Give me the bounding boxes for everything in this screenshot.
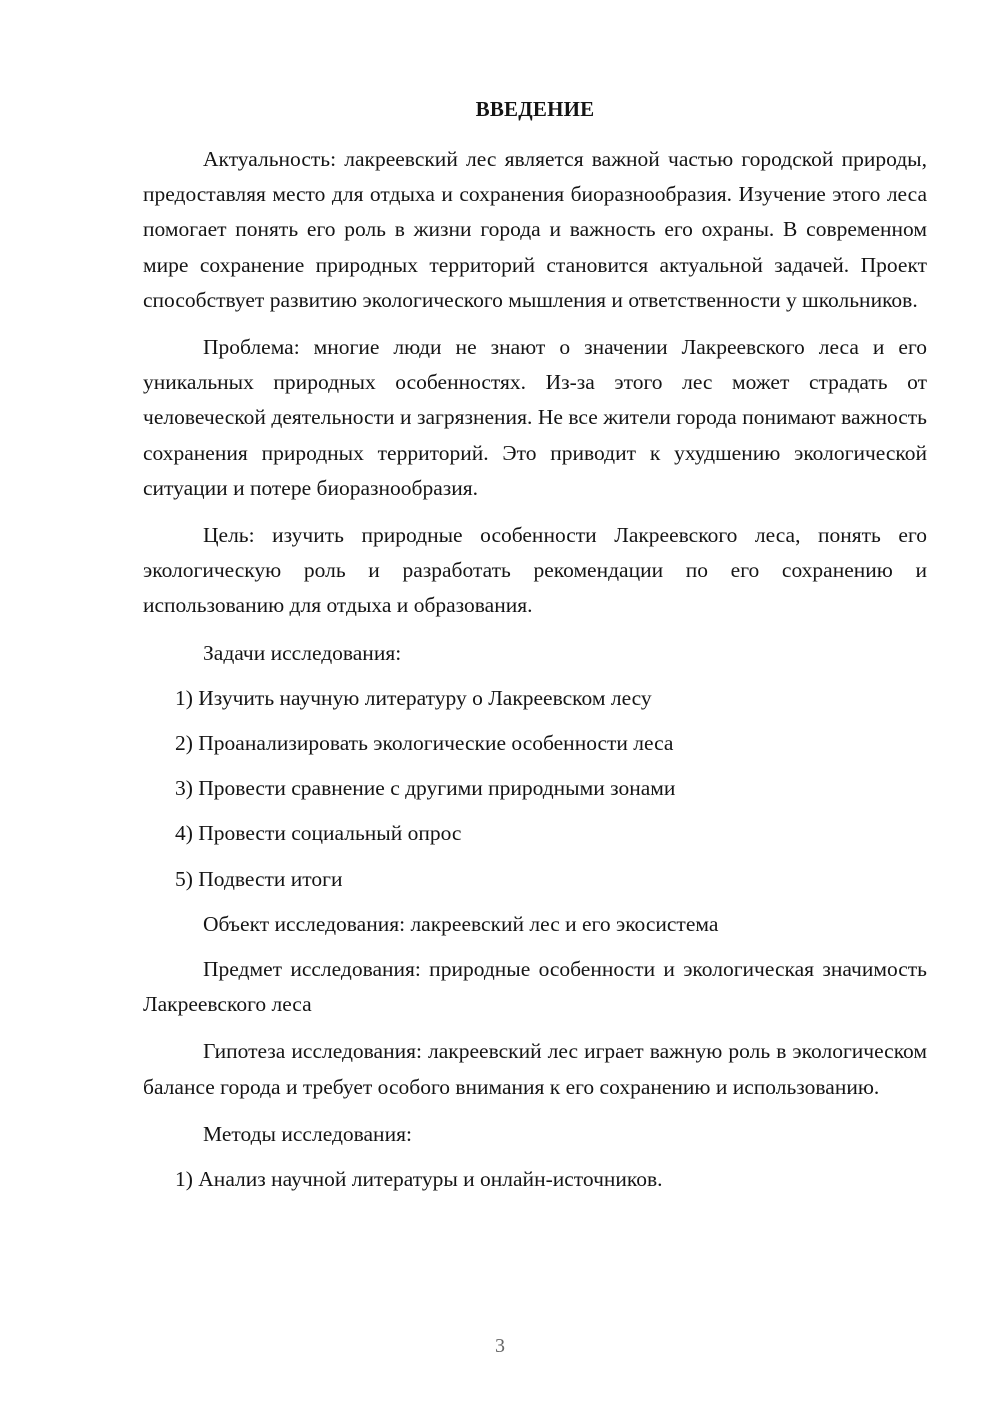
page-number: 3 — [495, 1335, 505, 1357]
section-title: ВВЕДЕНИЕ — [475, 97, 595, 121]
task-item: 1) Изучить научную литературу о Лакреевском лесу — [175, 685, 652, 710]
goal-paragraph: Цель: изучить природные особенности Лакреевского леса, понять его экологическую роль и разработать рекомендации по его сохранению и использованию для отдыха и образования. — [143, 523, 927, 618]
task-item: 5) Подвести итоги — [175, 866, 343, 891]
subject-paragraph: Предмет исследования: природные особенности и экологическая значимость Лакреевского леса — [143, 957, 927, 1017]
relevance-paragraph: Актуальность: лакреевский лес является важной частью городской природы, предоставляя место для отдыха и сохранения биоразнообразия. Изучение этого леса помогает понять его роль в жизни города и важность его охраны. В современном мире сохранение природных территорий становится актуальной задачей. Проект способствует развитию экологического мышления и ответственности у школьников. — [143, 147, 927, 312]
method-item: 1) Анализ научной литературы и онлайн-источников. — [175, 1167, 663, 1192]
problem-paragraph: Проблема: многие люди не знают о значении Лакреевского леса и его уникальных природных особенностях. Из-за этого лес может страдать от человеческой деятельности и загрязнения. Не все жители города понимают важность сохранения природных территорий. Это приводит к ухудшению экологической ситуации и потере биоразнообразия. — [143, 335, 927, 500]
object-paragraph: Объект исследования: лакреевский лес и его экосистема — [203, 911, 719, 936]
task-item: 3) Провести сравнение с другими природными зонами — [175, 776, 676, 801]
document-page — [143, 94, 927, 1207]
methods-list — [143, 1162, 927, 1197]
tasks-heading: Задачи исследования: — [203, 640, 402, 665]
methods-heading: Методы исследования: — [203, 1121, 412, 1146]
task-item: 2) Проанализировать экологические особенности леса — [175, 731, 674, 756]
tasks-list — [143, 681, 927, 897]
hypothesis-paragraph: Гипотеза исследования: лакреевский лес играет важную роль в экологическом балансе города и требует особого внимания к его сохранению и использованию. — [143, 1039, 927, 1099]
task-item: 4) Провести социальный опрос — [175, 821, 462, 846]
